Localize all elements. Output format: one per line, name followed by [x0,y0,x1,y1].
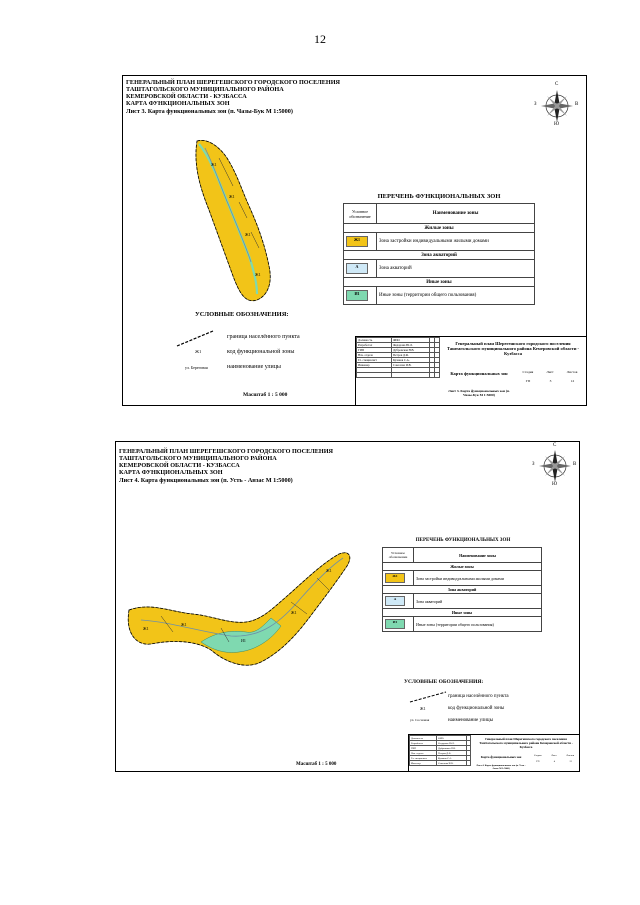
stamp-cell: Кулаков С.А. [437,756,467,761]
legend-label: Иные зоны (территории общего пользования) [377,287,535,305]
header-line: КЕМЕРОВСКОЙ ОБЛАСТИ - КУЗБАССА [126,93,247,101]
stamp-cell: Листов [566,370,578,374]
legend-swatch: Ж1 [346,236,368,247]
stamp-title: Генеральный план Шерегешского городского поселения Таштагольского муниципального района Кемеровской области - Кузбасса [446,341,580,356]
stamp-cell: 4 [553,760,555,763]
legend-swatch: И1 [346,290,368,301]
header-line: Лист 4. Карта функциональных зон (п. Усть - Анзас М 1:5000) [119,476,293,484]
stamp-cell: 12 [569,760,572,763]
stamp-map-name: Карта функциональных зон [450,371,508,376]
legend-group: Зона акваторий [383,586,542,594]
symbol-mark: Ж1 [420,706,426,711]
stamp-cell: Петров Д.Ф. [437,751,467,756]
header-line: КЕМЕРОВСКОЙ ОБЛАСТИ - КУЗБАССА [119,462,240,470]
legend-col-code: Условное обозначение [344,204,377,224]
symbol-label: наименование улицы [448,718,493,723]
stamp-cell: Инженер [357,363,392,368]
legend-col-code: Условное обозначение [383,548,414,563]
header-line: КАРТА ФУНКЦИОНАЛЬНЫХ ЗОН [119,469,223,477]
stamp-map-name: Карта функциональных зон [480,755,522,759]
stamp-cell: 12 [570,379,575,383]
map-sheet-2 [115,441,580,772]
stamp-cell: ГП [525,379,531,383]
legend-col-name: Наименование зоны [377,204,535,224]
header-line: ГЕНЕРАЛЬНЫЙ ПЛАН ШЕРЕГЕШСКОГО ГОРОДСКОГО ПОСЕЛЕНИЯ [126,79,341,86]
stamp-cell: Стадия [522,370,534,374]
map-scale: Масштаб 1 : 5 000 [296,762,337,767]
stamp-cell: Должность [357,338,392,343]
stamp-cell: Гл. специалист [357,358,392,363]
legend-table [382,547,542,632]
legend-group: Жилые зоны [383,563,542,571]
symbol-label: граница населённого пункта [448,694,509,699]
header-line: ТАШТАГОЛЬСКОГО МУНИЦИПАЛЬНОГО РАЙОНА [126,86,284,94]
stamp-cell: Дубровская Н.В. [437,746,467,751]
compass-rose-icon: С Ю З В [532,443,577,487]
stamp-cell: Федорова Ю.Л. [437,741,467,746]
stamp-cell: 3 [549,379,552,383]
legend-label: Зона застройки индивидуальными жилыми домами [414,571,542,586]
sheet-1-header [126,79,340,115]
stamp-cell: Нач. отдела [410,751,437,756]
symbol-label: наименование улицы [227,364,281,370]
stamp-cell: Кулаков С.А. [391,358,430,363]
stamp-sheet-name: Лист 4. Карта функциональных зон (п. Усть - Анзас М 1:5000) [476,764,526,770]
stamp-cell: ФИО [437,736,467,741]
legend-group: Зона акваторий [344,251,535,260]
map-scale: Масштаб 1 : 5 000 [243,392,288,398]
border-line-icon [408,690,448,704]
legend-group: Иные зоны [383,609,542,617]
stamp-cell: Лист [551,754,557,757]
stamp-sheet-name: Лист 3. Карта функциональных зон (п. Чазы-Бук М 1:5000) [448,389,510,397]
legend-title: ПЕРЕЧЕНЬ ФУНКЦИОНАЛЬНЫХ ЗОН [377,193,501,200]
svg-text:Ж1: Ж1 [255,272,261,277]
map-sheet-1 [122,75,587,406]
stamp-cell: Петров Д.Ф. [391,353,430,358]
page-number: 12 [314,32,326,46]
svg-text:Ж1: Ж1 [291,610,297,615]
stamp-cell: Федорова Ю.Л. [391,343,430,348]
legend-table [343,203,535,305]
stamp-cell: ГИП [410,746,437,751]
symbol-label: граница населённого пункта [227,334,300,340]
svg-text:Ж1: Ж1 [326,568,332,573]
stamp-cell: ФИО [391,338,430,343]
legend-label: Зона застройки индивидуальными жилыми домами [377,233,535,251]
header-line: ГЕНЕРАЛЬНЫЙ ПЛАН ШЕРЕГЕШСКОГО ГОРОДСКОГО ПОСЕЛЕНИЯ [119,448,334,455]
symbol-label: код функциональной зоны [227,349,295,355]
stamp-cell: Лист [546,370,554,374]
header-line: Лист 3. Карта функциональных зон (п. Чазы-Бук М 1:5000) [126,107,293,115]
legend-swatch: И1 [385,619,405,629]
stamp-cell: Разработал [357,343,392,348]
stamp-title: Генеральный план Шерегешского городского поселения Таштагольского муниципального района Кемеровской области - Кузбасса [479,737,573,749]
symbol-mark: Ж1 [195,349,202,354]
svg-text:Ж1: Ж1 [211,162,217,167]
symbols-title: УСЛОВНЫЕ ОБОЗНАЧЕНИЯ: [404,679,484,685]
svg-text:Ж1: Ж1 [181,622,187,627]
symbols-title: УСЛОВНЫЕ ОБОЗНАЧЕНИЯ: [195,311,289,318]
symbol-mark: ул. Сосновая [410,718,430,722]
stamp-cell: Соколова И.В. [391,363,430,368]
sheet-2-header [119,448,333,484]
title-block [355,336,587,406]
legend-group: Жилые зоны [344,224,535,233]
symbol-label: код функциональной зоны [448,706,505,711]
stamp-cell: Нач. отдела [357,353,392,358]
stamp-cell: Соколова И.В. [437,761,467,766]
legend-label: Зона акваторий [414,594,542,609]
stamp-cell: Инженер [410,761,437,766]
stamp-cell: ГП [536,760,540,763]
svg-text:Ж1: Ж1 [245,232,251,237]
stamp-cell: Дубровская Н.В. [391,348,430,353]
legend-swatch: Ж1 [385,573,405,583]
stamp-cell: Должность [410,736,437,741]
svg-text:Ж1: Ж1 [143,626,149,631]
legend-title: ПЕРЕЧЕНЬ ФУНКЦИОНАЛЬНЫХ ЗОН [415,538,511,543]
title-block [408,734,580,772]
svg-text:Ж1: Ж1 [229,194,235,199]
settlement-map-1 [189,136,299,306]
symbol-mark: ул. Береговая [185,365,208,370]
stamp-cell: Листов [566,754,575,757]
svg-text:И1: И1 [241,638,246,643]
header-line: КАРТА ФУНКЦИОНАЛЬНЫХ ЗОН [126,100,230,108]
stamp-cell: Стадия [533,754,542,757]
stamp-cell: ГИП [357,348,392,353]
border-line-icon [175,328,215,348]
settlement-map-2 [121,542,376,682]
header-line: ТАШТАГОЛЬСКОГО МУНИЦИПАЛЬНОГО РАЙОНА [119,455,277,463]
legend-group: Иные зоны [344,278,535,287]
stamp-cell: Гл. специалист [410,756,437,761]
compass-rose-icon: С Ю З В [534,82,579,127]
legend-swatch: А [385,596,405,606]
legend-label: Иные зоны (территории общего пользования) [414,617,542,632]
legend-label: Зона акваторий [377,260,535,278]
legend-swatch: А [346,263,368,274]
legend-col-name: Наименование зоны [414,548,542,563]
stamp-cell: Разработал [410,741,437,746]
